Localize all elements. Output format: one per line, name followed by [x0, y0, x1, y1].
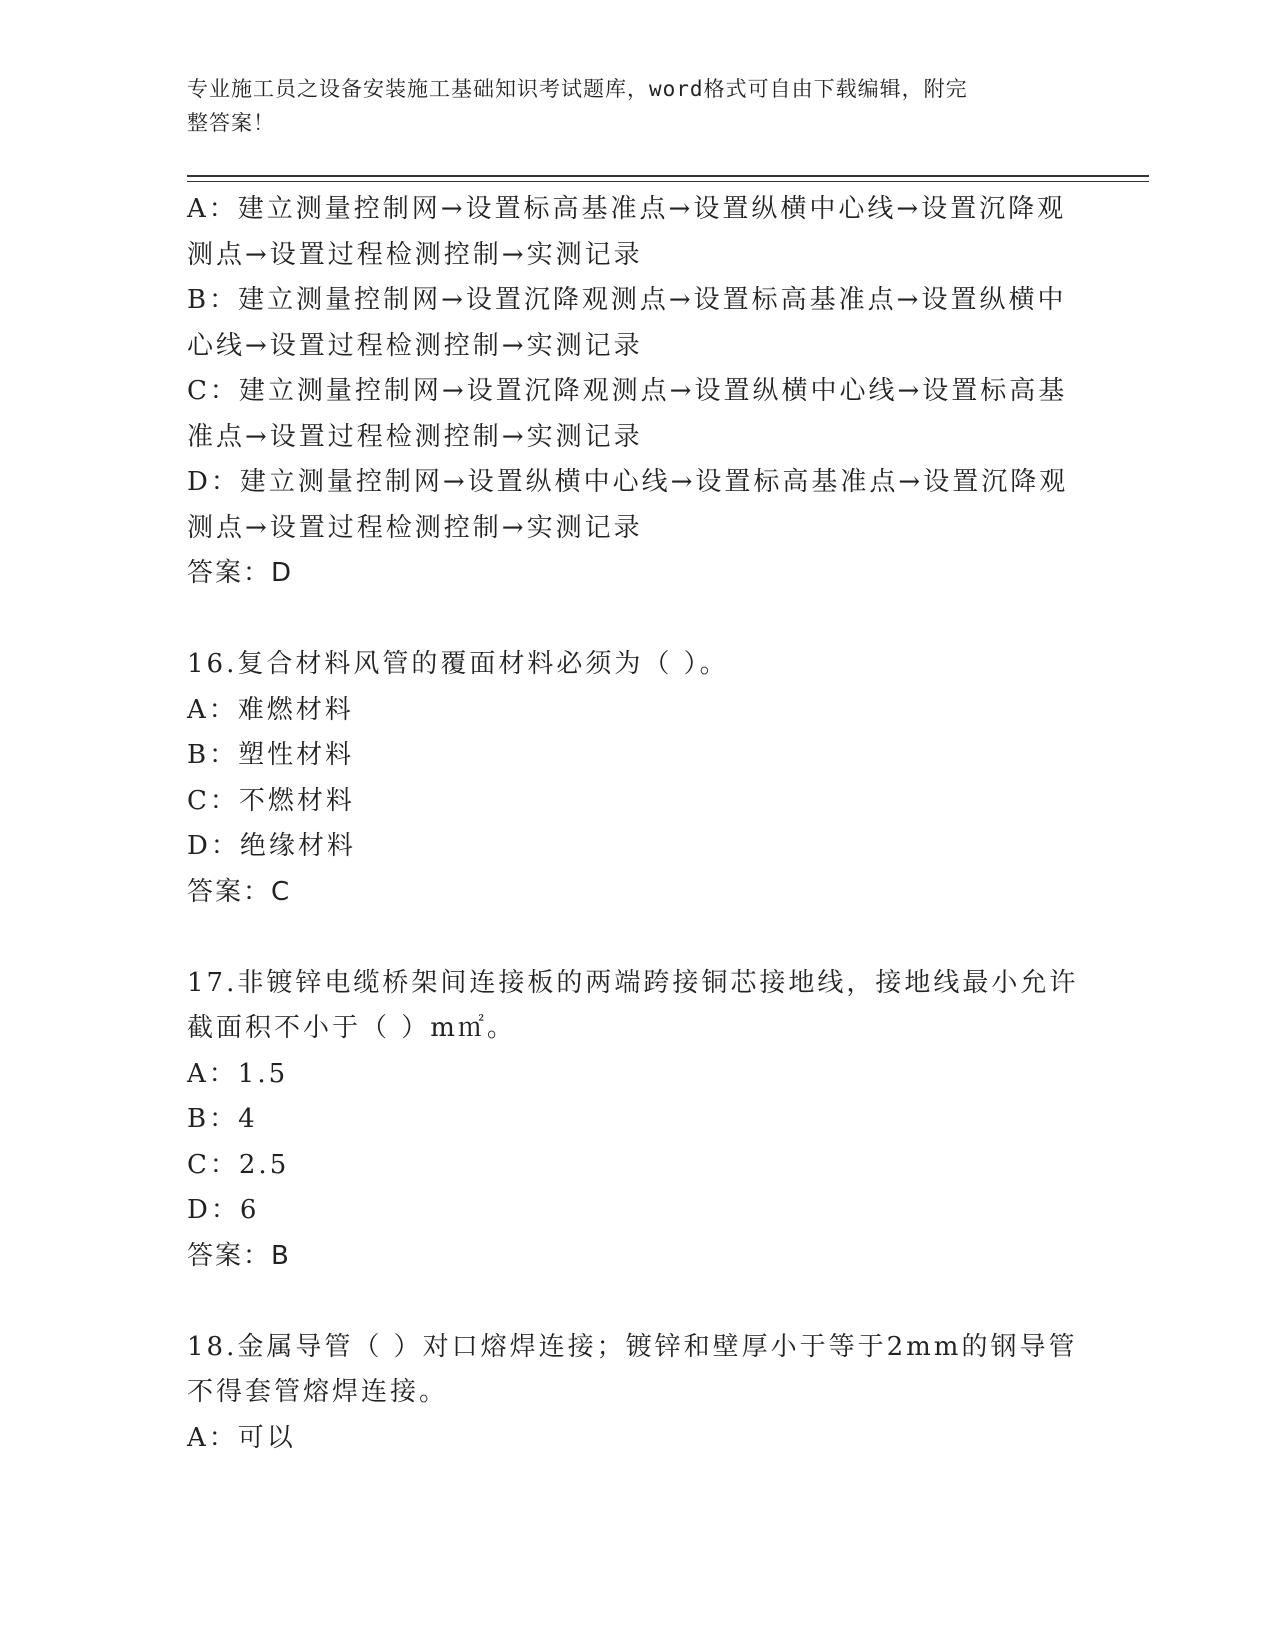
option-c-line-1: C：建立测量控制网→设置沉降观测点→设置纵横中心线→设置标高基 [187, 376, 1068, 406]
option-b: B：4 [187, 1104, 258, 1134]
option-b-line-2: 心线→设置过程检测控制→实测记录 [187, 330, 643, 361]
spacer [187, 1279, 1067, 1325]
header-line-2: 整答案！ [187, 111, 275, 135]
question-17 [187, 961, 1079, 1280]
spacer [187, 597, 1067, 643]
question-text-line-2: 截面积不小于（ ）m㎡。 [187, 1013, 516, 1043]
header-rule-thin [187, 181, 1149, 182]
header-rule-thick [187, 175, 1149, 177]
option-c: C：不燃材料 [187, 785, 355, 816]
option-a-line-2: 测点→设置过程检测控制→实测记录 [187, 239, 643, 270]
option-a-line-1: A：建立测量控制网→设置标高基准点→设置纵横中心线→设置沉降观 [187, 194, 1067, 224]
option-d: D：绝缘材料 [187, 831, 356, 861]
option-a: A：1.5 [187, 1058, 289, 1089]
option-c: C：2.5 [187, 1149, 290, 1180]
question-text-line-1: 18.金属导管（ ）对口熔焊连接；镀锌和壁厚小于等于2mm的钢导管 [187, 1331, 1078, 1362]
answer: 答案：B [187, 1240, 291, 1271]
spacer [187, 915, 1067, 961]
question-text-line-2: 不得套管熔焊连接。 [187, 1377, 449, 1407]
question-list [187, 187, 1079, 1461]
question-18 [187, 1325, 1078, 1462]
answer: 答案：D [187, 558, 294, 588]
option-d-line-2: 测点→设置过程检测控制→实测记录 [187, 512, 643, 543]
option-b: B：塑性材料 [187, 740, 355, 770]
question-15-options [187, 187, 1067, 597]
option-a: A：可以 [187, 1422, 296, 1453]
document-header [187, 72, 1067, 140]
option-c-line-2: 准点→设置过程检测控制→实测记录 [187, 421, 643, 452]
option-d-line-1: D：建立测量控制网→设置纵横中心线→设置标高基准点→设置沉降观 [187, 467, 1069, 497]
question-text: 16.复合材料风管的覆面材料必须为（ ）。 [187, 649, 729, 679]
option-d: D：6 [187, 1195, 260, 1225]
option-a: A：难燃材料 [187, 694, 354, 725]
question-text-line-1: 17.非镀锌电缆桥架间连接板的两端跨接铜芯接地线，接地线最小允许 [187, 967, 1079, 998]
option-b-line-1: B：建立测量控制网→设置沉降观测点→设置标高基准点→设置纵横中 [187, 285, 1067, 315]
header-line-1: 专业施工员之设备安装施工基础知识考试题库，word格式可自由下载编辑，附完 [187, 77, 968, 101]
answer: 答案：C [187, 876, 292, 907]
question-16 [187, 642, 1067, 915]
